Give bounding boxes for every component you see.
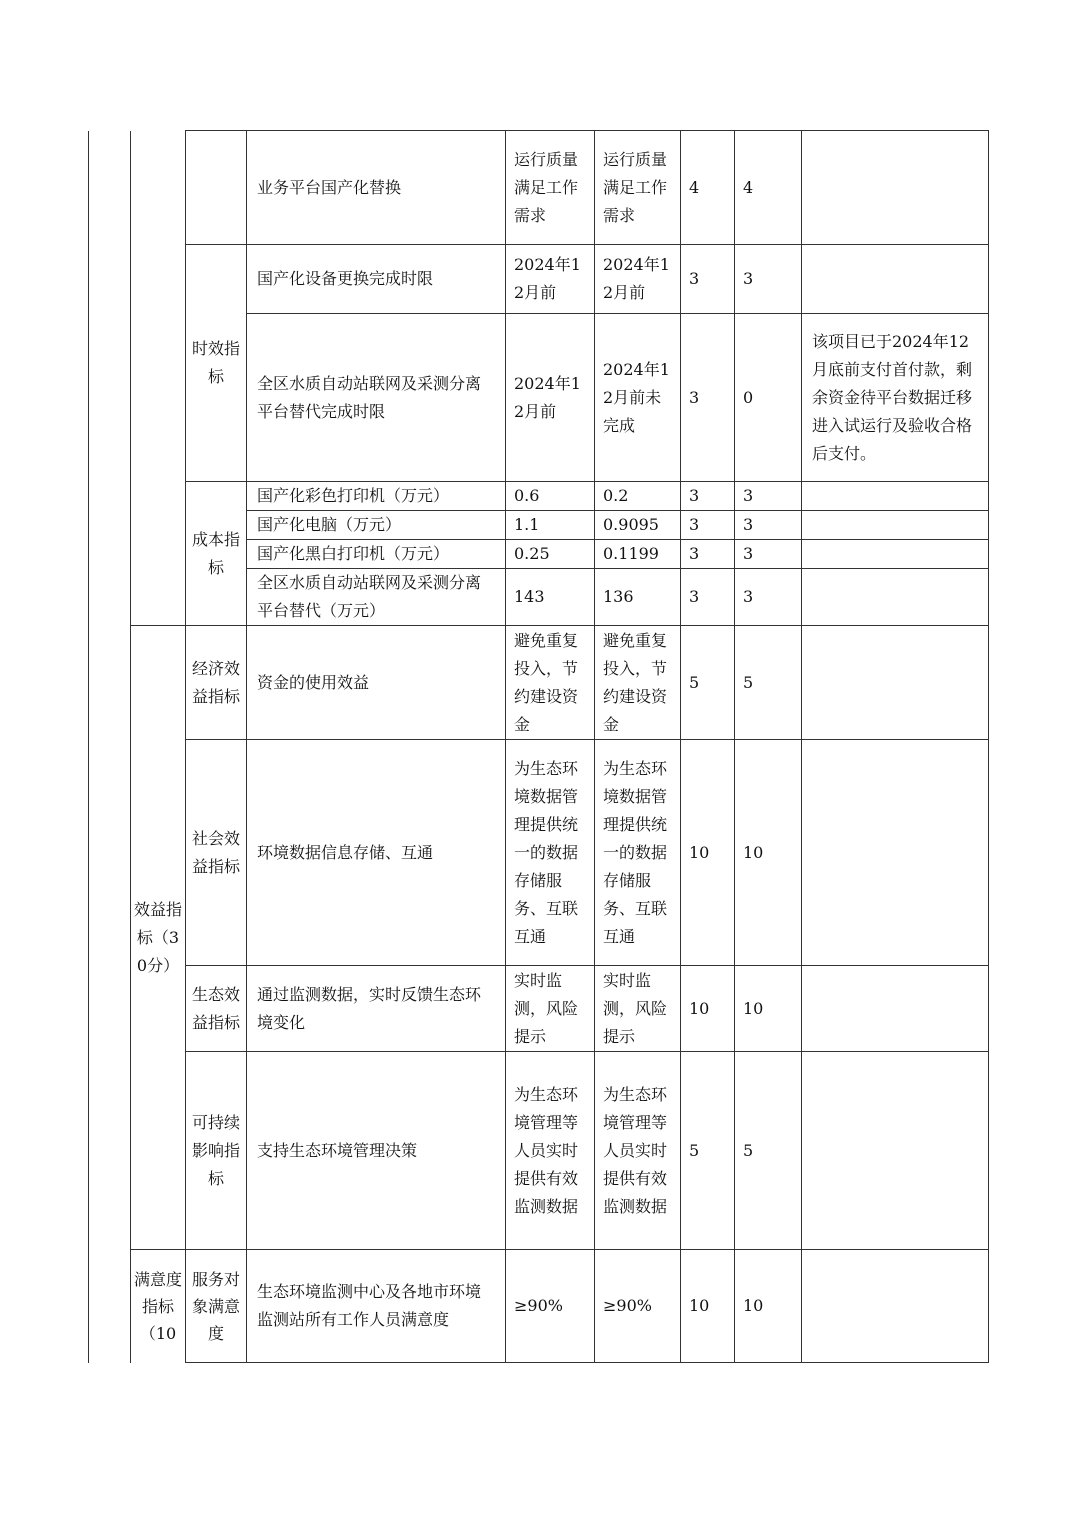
actual-cell: 0.9095 <box>595 511 681 540</box>
weight-cell: 3 <box>681 314 735 482</box>
table-row <box>89 1052 989 1250</box>
subcategory-ecological: 生态效益指标 <box>186 966 247 1052</box>
table-row <box>89 131 989 245</box>
target-cell: 2024年12月前 <box>506 245 595 314</box>
category-satisfaction: 满意度指标（10 <box>131 1250 186 1363</box>
actual-cell: ≥90% <box>595 1250 681 1363</box>
weight-cell: 3 <box>681 482 735 511</box>
target-cell: 避免重复投入，节约建设资金 <box>506 626 595 740</box>
note-cell <box>802 740 989 966</box>
score-cell: 10 <box>735 1250 802 1363</box>
actual-cell: 为生态环境数据管理提供统一的数据存储服务、互联互通 <box>595 740 681 966</box>
note-cell: 该项目已于2024年12月底前支付首付款，剩余资金待平台数据迁移进入试运行及验收合格后支付。 <box>802 314 989 482</box>
note-cell <box>802 569 989 626</box>
indicator-cell: 生态环境监测中心及各地市环境监测站所有工作人员满意度 <box>247 1250 506 1363</box>
score-cell: 10 <box>735 740 802 966</box>
score-cell: 3 <box>735 511 802 540</box>
actual-cell: 避免重复投入，节约建设资金 <box>595 626 681 740</box>
indicator-cell: 国产化电脑（万元） <box>247 511 506 540</box>
weight-cell: 4 <box>681 131 735 245</box>
actual-cell: 为生态环境管理等人员实时提供有效监测数据 <box>595 1052 681 1250</box>
score-cell: 3 <box>735 482 802 511</box>
note-cell <box>802 245 989 314</box>
score-cell: 4 <box>735 131 802 245</box>
note-cell <box>802 626 989 740</box>
subcategory-cell <box>186 131 247 245</box>
weight-cell: 3 <box>681 569 735 626</box>
indicator-cell: 全区水质自动站联网及采测分离平台替代（万元） <box>247 569 506 626</box>
indicator-cell: 环境数据信息存储、互通 <box>247 740 506 966</box>
subcategory-sustainable: 可持续影响指标 <box>186 1052 247 1250</box>
table-row <box>89 245 989 314</box>
target-cell: 0.6 <box>506 482 595 511</box>
note-cell <box>802 1052 989 1250</box>
actual-cell: 136 <box>595 569 681 626</box>
weight-cell: 10 <box>681 740 735 966</box>
target-cell: 为生态环境数据管理提供统一的数据存储服务、互联互通 <box>506 740 595 966</box>
table-row <box>89 1250 989 1363</box>
actual-cell: 2024年12月前未完成 <box>595 314 681 482</box>
note-cell <box>802 966 989 1052</box>
score-cell: 5 <box>735 1052 802 1250</box>
weight-cell: 5 <box>681 1052 735 1250</box>
weight-cell: 3 <box>681 245 735 314</box>
weight-cell: 5 <box>681 626 735 740</box>
performance-table <box>88 130 989 1363</box>
target-cell: 为生态环境管理等人员实时提供有效监测数据 <box>506 1052 595 1250</box>
note-cell <box>802 1250 989 1363</box>
table-row <box>89 482 989 511</box>
note-cell <box>802 511 989 540</box>
indicator-cell: 国产化黑白打印机（万元） <box>247 540 506 569</box>
indicator-cell: 业务平台国产化替换 <box>247 131 506 245</box>
indicator-cell: 全区水质自动站联网及采测分离平台替代完成时限 <box>247 314 506 482</box>
weight-cell: 3 <box>681 540 735 569</box>
note-cell <box>802 540 989 569</box>
indicator-cell: 通过监测数据，实时反馈生态环境变化 <box>247 966 506 1052</box>
score-cell: 3 <box>735 540 802 569</box>
outer-column <box>89 131 131 1363</box>
subcategory-service: 服务对象满意度 <box>186 1250 247 1363</box>
weight-cell: 3 <box>681 511 735 540</box>
category-benefit: 效益指标（30分） <box>131 626 186 1250</box>
indicator-cell: 国产化设备更换完成时限 <box>247 245 506 314</box>
actual-cell: 2024年12月前 <box>595 245 681 314</box>
table-row <box>89 626 989 740</box>
note-cell <box>802 131 989 245</box>
target-cell: 1.1 <box>506 511 595 540</box>
indicator-cell: 国产化彩色打印机（万元） <box>247 482 506 511</box>
actual-cell: 运行质量满足工作需求 <box>595 131 681 245</box>
actual-cell: 0.2 <box>595 482 681 511</box>
target-cell: ≥90% <box>506 1250 595 1363</box>
indicator-cell: 支持生态环境管理决策 <box>247 1052 506 1250</box>
score-cell: 3 <box>735 245 802 314</box>
table-row <box>89 740 989 966</box>
score-cell: 5 <box>735 626 802 740</box>
score-cell: 0 <box>735 314 802 482</box>
weight-cell: 10 <box>681 1250 735 1363</box>
indicator-cell: 资金的使用效益 <box>247 626 506 740</box>
score-cell: 10 <box>735 966 802 1052</box>
actual-cell: 0.1199 <box>595 540 681 569</box>
target-cell: 0.25 <box>506 540 595 569</box>
target-cell: 2024年12月前 <box>506 314 595 482</box>
output-column <box>131 131 186 626</box>
target-cell: 实时监测，风险提示 <box>506 966 595 1052</box>
subcategory-economic: 经济效益指标 <box>186 626 247 740</box>
subcategory-timeliness: 时效指标 <box>186 245 247 482</box>
subcategory-social: 社会效益指标 <box>186 740 247 966</box>
target-cell: 运行质量满足工作需求 <box>506 131 595 245</box>
score-cell: 3 <box>735 569 802 626</box>
subcategory-cost: 成本指标 <box>186 482 247 626</box>
target-cell: 143 <box>506 569 595 626</box>
table-row <box>89 966 989 1052</box>
weight-cell: 10 <box>681 966 735 1052</box>
note-cell <box>802 482 989 511</box>
actual-cell: 实时监测，风险提示 <box>595 966 681 1052</box>
